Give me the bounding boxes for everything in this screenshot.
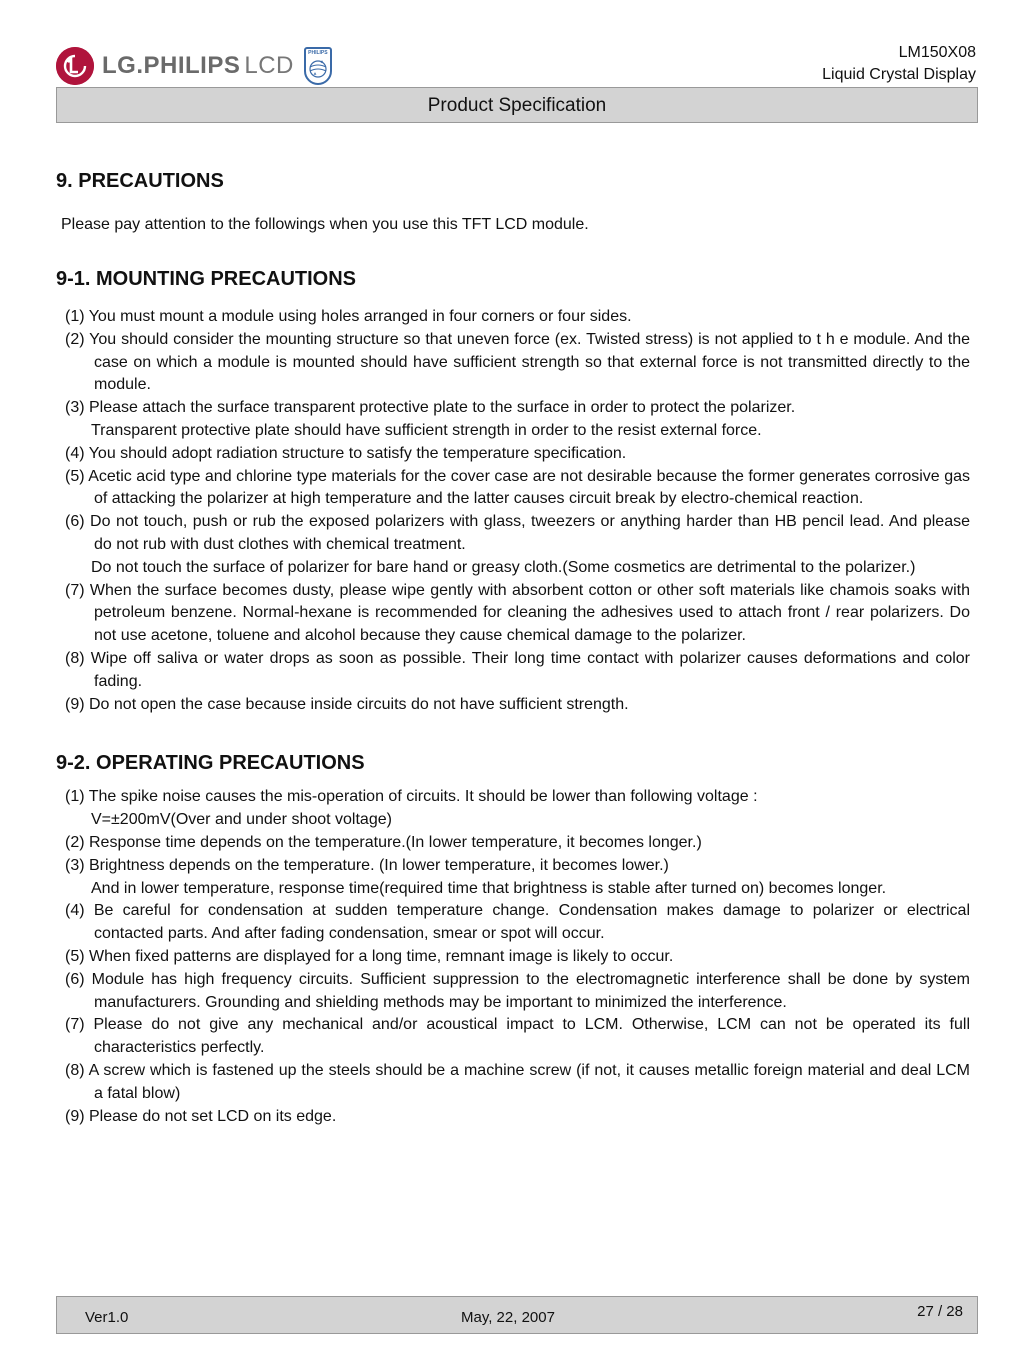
philips-shield-icon (304, 47, 332, 85)
list-item: (1) You must mount a module using holes arranged in four corners or four sides. (65, 308, 632, 325)
list-item: (5) Acetic acid type and chlorine type materials for the cover case are not desirable because the former generates corrosive gas of attacking the polarizer at high temperature and the latter causes circuit break by electro-chemical reaction. (65, 467, 970, 508)
lg-face-icon (56, 47, 94, 85)
product-type: Liquid Crystal Display (822, 66, 976, 83)
list-item-note: Do not touch the surface of polarizer for bare hand or greasy cloth.(Some cosmetics are detrimental to the polarizer.) (91, 558, 916, 576)
document-date: May, 22, 2007 (461, 1309, 555, 1326)
section-title: 9. PRECAUTIONS (56, 170, 224, 192)
model-number: LM150X08 (898, 44, 976, 61)
list-item-note: And in lower temperature, response time(required time that brightness is stable after turned on) becomes longer. (91, 879, 887, 897)
document-title-bar (56, 87, 978, 123)
list-item: (3) Brightness depends on the temperature. (In lower temperature, it becomes lower.) (65, 856, 669, 874)
page-footer (56, 1296, 978, 1334)
list-item: (7) When the surface becomes dusty, please wipe gently with absorbent cotton or other soft materials like chamois soaks with petroleum benzene. Normal-hexane is recommended for cleaning the adhesives used to attach front / rear polarizers. Do not use acetone, toluene and alcohol because they cause chemical damage to the polarizer. (65, 581, 970, 645)
list-item: (6) Do not touch, push or rub the exposed polarizers with glass, tweezers or anything harder than HB pencil lead. And please do not rub with dust clothes with chemical treatment. (65, 513, 970, 553)
list-item-note: V=±200mV(Over and under shoot voltage) (91, 811, 392, 829)
mounting-title: 9-1. MOUNTING PRECAUTIONS (56, 268, 357, 290)
brand-lgphilips: LG.PHILIPS (102, 52, 241, 79)
section-intro: Please pay attention to the followings when you use this TFT LCD module. (61, 216, 589, 233)
list-item: (2) You should consider the mounting structure so that uneven force (ex. Twisted stress) is not applied to t h e module. And the case on which a module is mounted should have sufficient strength so that external force is not transmitted directly to the module. (65, 330, 970, 394)
mounting-list (56, 306, 970, 716)
brand-lcd: LCD (244, 52, 294, 79)
list-item: (5) When fixed patterns are displayed for a long time, remnant image is likely to occur. (65, 947, 674, 965)
brand-name (102, 52, 294, 80)
list-item: (4) You should adopt radiation structure to satisfy the temperature specification. (65, 444, 627, 462)
list-item: (3) Please attach the surface transparent protective plate to the surface in order to protect the polarizer. (65, 399, 796, 417)
operating-title: 9-2. OPERATING PRECAUTIONS (56, 752, 365, 775)
list-item: (6) Module has high frequency circuits. Sufficient suppression to the electromagnetic interference shall be done by system manufacturers. Grounding and shielding methods may be important to minimized the interference. (65, 970, 970, 1011)
list-item: (9) Do not open the case because inside circuits do not have sufficient strength. (65, 695, 629, 713)
list-item: (2) Response time depends on the temperature.(In lower temperature, it becomes longer.) (65, 833, 702, 851)
list-item: (4) Be careful for condensation at sudden temperature change. Condensation makes damage to polarizer or electrical contacted parts. And after fading condensation, smear or spot will occur. (65, 902, 970, 943)
list-item-note: Transparent protective plate should have sufficient strength in order to the resist external force. (91, 421, 762, 439)
shield-text: PHILIPS (308, 50, 328, 56)
document-header-info (822, 42, 976, 86)
page-number: 27 / 28 (917, 1303, 963, 1320)
list-item: (7) Please do not give any mechanical and/or acoustical impact to LCM. Otherwise, LCM can not be operated its full characteristics perfectly. (65, 1016, 970, 1057)
list-item: (8) A screw which is fastened up the steels should be a machine screw (if not, it causes metallic foreign material and deal LCM a fatal blow) (65, 1061, 970, 1102)
main-content (56, 160, 970, 1128)
document-title: Product Specification (427, 95, 607, 116)
list-item: (9) Please do not set LCD on its edge. (65, 1107, 337, 1125)
list-item: (1) The spike noise causes the mis-operation of circuits. It should be lower than following voltage : (65, 788, 758, 806)
operating-list (56, 786, 970, 1128)
document-version: Ver1.0 (85, 1309, 129, 1326)
list-item: (8) Wipe off saliva or water drops as soon as possible. Their long time contact with polarizer causes deformations and color fading. (65, 649, 970, 690)
company-logo (56, 45, 332, 87)
